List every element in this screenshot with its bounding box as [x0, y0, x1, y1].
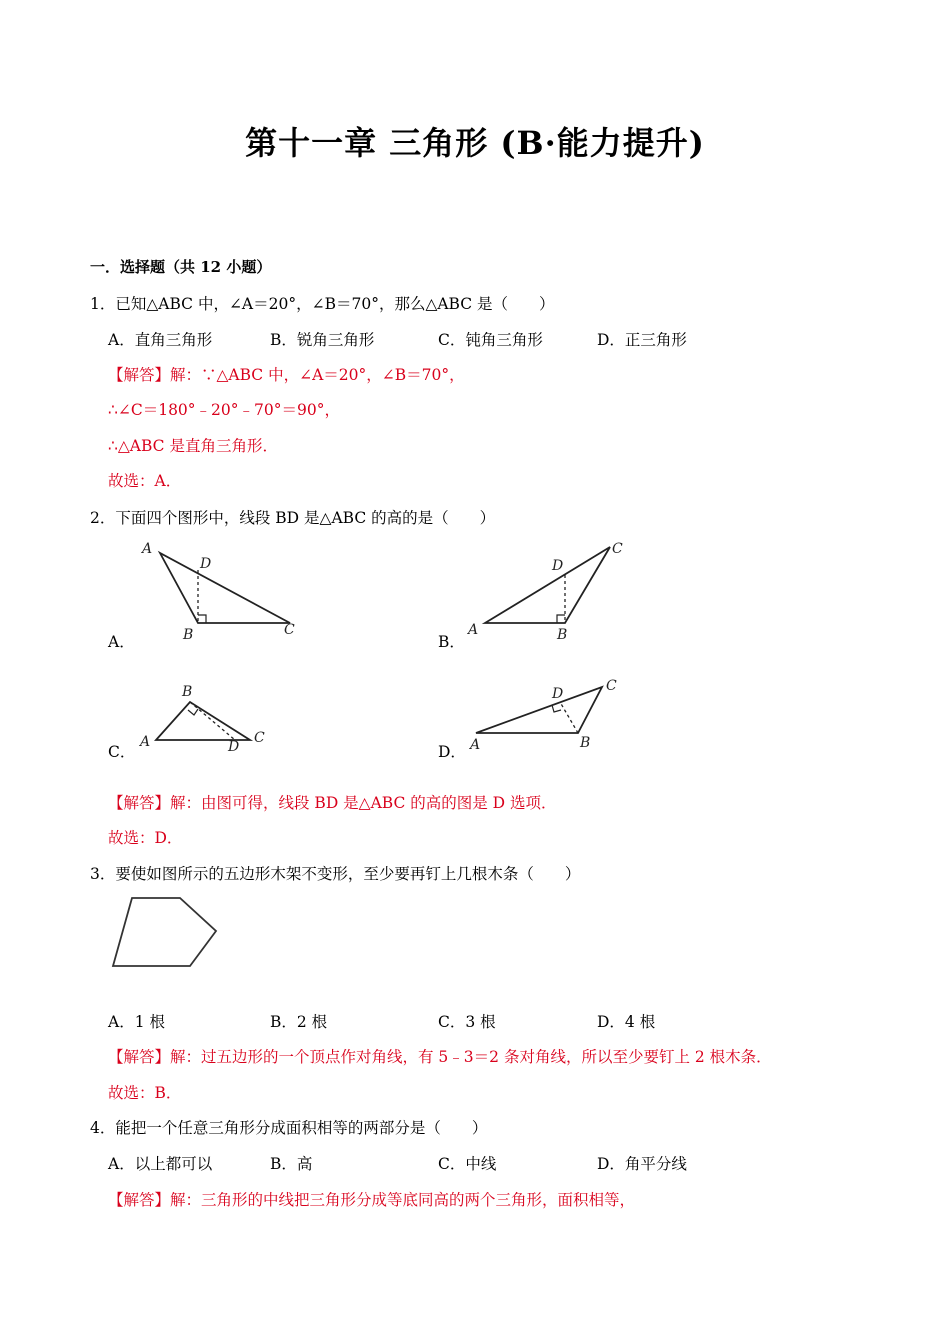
label-vertex-b: B — [183, 627, 194, 643]
q1-solution-line: ∴△ABC 是直角三角形． — [108, 437, 278, 455]
q2-figure-b — [460, 535, 640, 645]
label-vertex-a: A — [142, 541, 153, 557]
q4-option-a: A．以上都可以 — [108, 1155, 213, 1173]
q3-option-b: B．2 根 — [270, 1013, 328, 1031]
q1-stem: 1．已知△ABC 中，∠A＝20°，∠B＝70°，那么△ABC 是（ ） — [90, 295, 555, 313]
q3-answer: 故选：B． — [108, 1084, 182, 1102]
q2-figure-d — [460, 675, 640, 765]
q3-option-c: C．3 根 — [438, 1013, 496, 1031]
q1-answer: 故选：A． — [108, 472, 182, 490]
q2-answer: 故选：D． — [108, 829, 183, 847]
label-vertex-d: D — [552, 558, 564, 574]
label-vertex-c: C — [254, 730, 265, 746]
label-vertex-a: A — [470, 737, 481, 753]
label-vertex-d: D — [552, 686, 564, 702]
q4-stem: 4．能把一个任意三角形分成面积相等的两部分是（ ） — [90, 1119, 488, 1137]
section-heading: 一．选择题（共 12 小题） — [90, 258, 272, 276]
q1-option-c: C．钝角三角形 — [438, 331, 543, 349]
label-vertex-b: B — [557, 627, 568, 643]
label-vertex-d: D — [200, 556, 212, 572]
q4-option-d: D．角平分线 — [597, 1155, 687, 1173]
q2-stem: 2．下面四个图形中，线段 BD 是△ABC 的高的是（ ） — [90, 509, 496, 527]
q1-option-d: D．正三角形 — [597, 331, 687, 349]
q2-option-a: A． — [108, 633, 135, 651]
q2-figure-c — [130, 680, 280, 765]
q1-solution-line: 【解答】解：∵△ABC 中，∠A＝20°，∠B＝70°， — [108, 366, 465, 384]
q3-pentagon-figure — [108, 893, 223, 973]
q4-solution-line: 【解答】解：三角形的中线把三角形分成等底同高的两个三角形，面积相等， — [108, 1191, 636, 1209]
label-vertex-c: C — [284, 622, 295, 638]
q1-solution-line: ∴∠C＝180°﹣20°﹣70°＝90°， — [108, 401, 340, 419]
label-vertex-d: D — [228, 739, 240, 755]
q2-figure-a — [130, 535, 310, 645]
q4-option-b: B．高 — [270, 1155, 313, 1173]
label-vertex-b: B — [580, 735, 591, 751]
q2-option-c: C． — [108, 743, 136, 761]
q3-option-a: A．1 根 — [108, 1013, 165, 1031]
q1-option-b: B．锐角三角形 — [270, 331, 375, 349]
label-vertex-c: C — [612, 541, 623, 557]
q3-solution-line: 【解答】解：过五边形的一个顶点作对角线，有 5﹣3＝2 条对角线，所以至少要钉上 2 根木条． — [108, 1048, 772, 1066]
q4-option-c: C．中线 — [438, 1155, 497, 1173]
label-vertex-a: A — [468, 622, 479, 638]
page-title: 第十一章 三角形 (B·能力提升) — [245, 124, 705, 162]
q2-solution-line: 【解答】解：由图可得，线段 BD 是△ABC 的高的图是 D 选项． — [108, 794, 557, 812]
q3-stem: 3．要使如图所示的五边形木架不变形，至少要再钉上几根木条（ ） — [90, 865, 581, 883]
label-vertex-b: B — [182, 684, 193, 700]
label-vertex-a: A — [140, 734, 151, 750]
q2-option-d: D． — [438, 743, 466, 761]
q2-option-b: B． — [438, 633, 465, 651]
q3-option-d: D．4 根 — [597, 1013, 656, 1031]
q1-option-a: A．直角三角形 — [108, 331, 213, 349]
label-vertex-c: C — [606, 678, 617, 694]
